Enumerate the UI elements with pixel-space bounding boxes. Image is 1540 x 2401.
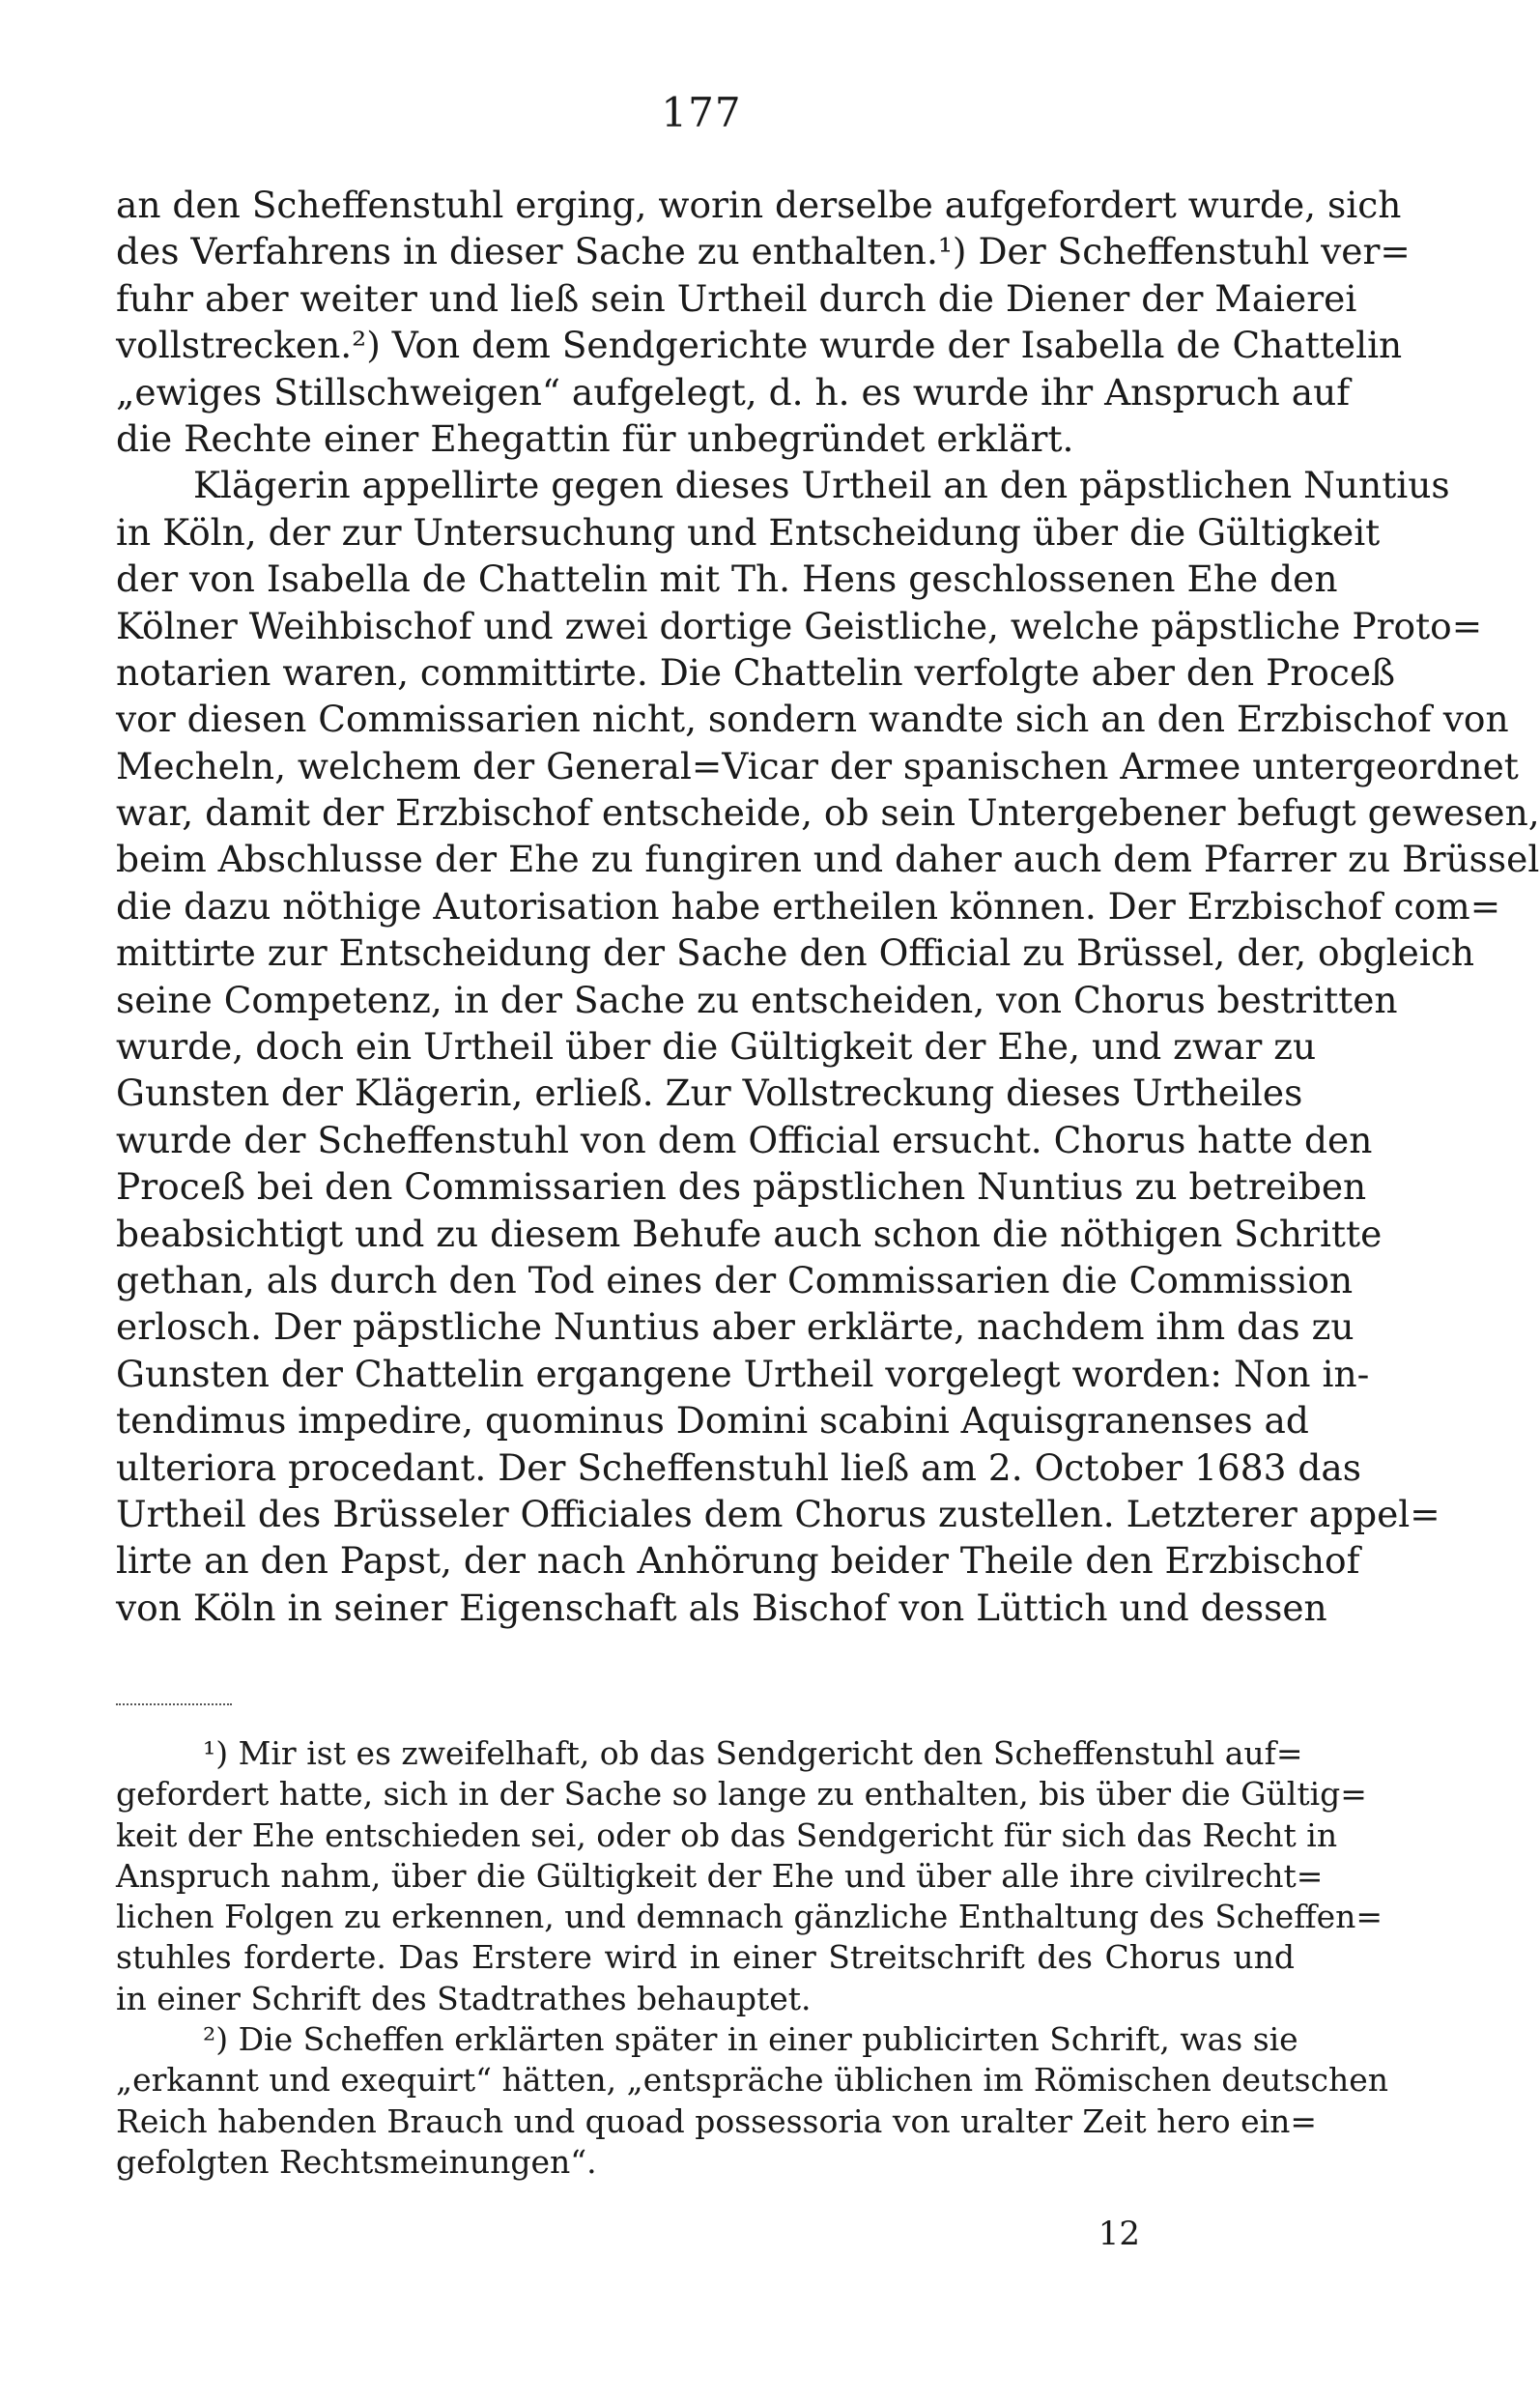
footnotes	[116, 1733, 1389, 2183]
footnote-line: stuhles forderte. Das Erstere wird in einer Streitschrift des Chorus und	[116, 1938, 1295, 1977]
text-line: fuhr aber weiter und ließ sein Urtheil durch die Diener der Maierei	[116, 276, 1357, 320]
text-line: „ewiges Stillschweigen“ aufgelegt, d. h. es wurde ihr Anspruch auf	[116, 370, 1351, 414]
main-text	[116, 182, 1540, 1631]
footnote-line: ¹) Mir ist es zweifelhaft, ob das Sendgericht den Scheffenstuhl auf=	[203, 1734, 1303, 1772]
footnote-line: lichen Folgen zu erkennen, und demnach gänzliche Enthaltung des Scheffen=	[116, 1898, 1383, 1936]
text-line: Proceß bei den Commissarien des päpstlichen Nuntius zu betreiben	[116, 1165, 1367, 1209]
footnote-line: ²) Die Scheffen erklärten später in einer publicirten Schrift, was sie	[203, 2020, 1298, 2059]
text-line: beabsichtigt und zu diesem Behufe auch schon die nöthigen Schritte	[116, 1212, 1383, 1255]
text-line: wurde der Scheffenstuhl von dem Official ersucht. Chorus hatte den	[116, 1118, 1373, 1161]
text-line: in Köln, der zur Untersuchung und Entscheidung über die Gültigkeit	[116, 510, 1381, 554]
text-line: wurde, doch ein Urtheil über die Gültigkeit der Ehe, und zwar zu	[116, 1025, 1317, 1069]
text-line: vollstrecken.²) Von dem Sendgerichte wurde der Isabella de Chattelin	[116, 324, 1403, 367]
text-line: ulteriora procedant. Der Scheffenstuhl ließ am 2. October 1683 das	[116, 1445, 1361, 1489]
text-line: Urtheil des Brüsseler Officiales dem Chorus zustellen. Letzterer appel=	[116, 1492, 1440, 1535]
text-line: war, damit der Erzbischof entscheide, ob sein Untergebener befugt gewesen,	[116, 791, 1540, 835]
text-line: seine Competenz, in der Sache zu entscheiden, von Chorus bestritten	[116, 978, 1398, 1021]
signature-mark: 12	[1098, 2215, 1140, 2253]
text-line: erlosch. Der päpstliche Nuntius aber erklärte, nachdem ihm das zu	[116, 1305, 1355, 1349]
text-line: an den Scheffenstuhl erging, worin derselbe aufgefordert wurde, sich	[116, 184, 1402, 226]
footnote-line: gefolgten Rechtsmeinungen“.	[116, 2142, 597, 2181]
text-line: Kölner Weihbischof und zwei dortige Geistliche, welche päpstliche Proto=	[116, 604, 1483, 647]
text-line: von Köln in seiner Eigenschaft als Bischof von Lüttich und dessen	[116, 1586, 1327, 1629]
text-line: notarien waren, committirte. Die Chattelin verfolgte aber den Proceß	[116, 650, 1396, 694]
text-line: tendimus impedire, quominus Domini scabini Aquisgranenses ad	[116, 1399, 1309, 1443]
footnote-line: „erkannt und exequirt“ hätten, „entspräche üblichen im Römischen deutschen	[116, 2061, 1389, 2100]
text-line: die dazu nöthige Autorisation habe ertheilen können. Der Erzbischof com=	[116, 884, 1501, 928]
footnote-line: Reich habenden Brauch und quoad possessoria von uralter Zeit hero ein=	[116, 2101, 1318, 2140]
text-line: des Verfahrens in dieser Sache zu enthalten.¹) Der Scheffenstuhl ver=	[116, 230, 1411, 273]
text-line: die Rechte einer Ehegattin für unbegründet erklärt.	[116, 416, 1074, 460]
text-line: Klägerin appellirte gegen dieses Urtheil an den päpstlichen Nuntius	[193, 464, 1450, 507]
text-line: beim Abschlusse der Ehe zu fungiren und daher auch dem Pfarrer zu Brüssel	[116, 838, 1540, 881]
text-line: mittirte zur Entscheidung der Sache den Official zu Brüssel, der, obgleich	[116, 931, 1474, 975]
footnote-line: keit der Ehe entschieden sei, oder ob das Sendgericht für sich das Recht in	[116, 1815, 1338, 1854]
text-line: Gunsten der Chattelin ergangene Urtheil vorgelegt worden: Non in-	[116, 1352, 1370, 1395]
text-line: der von Isabella de Chattelin mit Th. Hens geschlossenen Ehe den	[116, 557, 1338, 601]
page-number: 177	[661, 89, 742, 136]
footnote-separator	[116, 1703, 232, 1705]
footnote-line: Anspruch nahm, über die Gültigkeit der Ehe und über alle ihre civilrecht=	[116, 1856, 1324, 1895]
text-line: gethan, als durch den Tod eines der Commissarien die Commission	[116, 1258, 1354, 1301]
text-line: Mecheln, welchem der General=Vicar der spanischen Armee untergeordnet	[116, 744, 1519, 787]
text-line: vor diesen Commissarien nicht, sondern wandte sich an den Erzbischof von	[116, 698, 1509, 741]
text-line: Gunsten der Klägerin, erließ. Zur Vollstreckung dieses Urtheiles	[116, 1072, 1303, 1115]
footnote-line: in einer Schrift des Stadtrathes behauptet.	[116, 1979, 812, 2017]
footnote-line: gefordert hatte, sich in der Sache so lange zu enthalten, bis über die Gültig=	[116, 1775, 1367, 1814]
text-line: lirte an den Papst, der nach Anhörung beider Theile den Erzbischof	[116, 1539, 1360, 1583]
